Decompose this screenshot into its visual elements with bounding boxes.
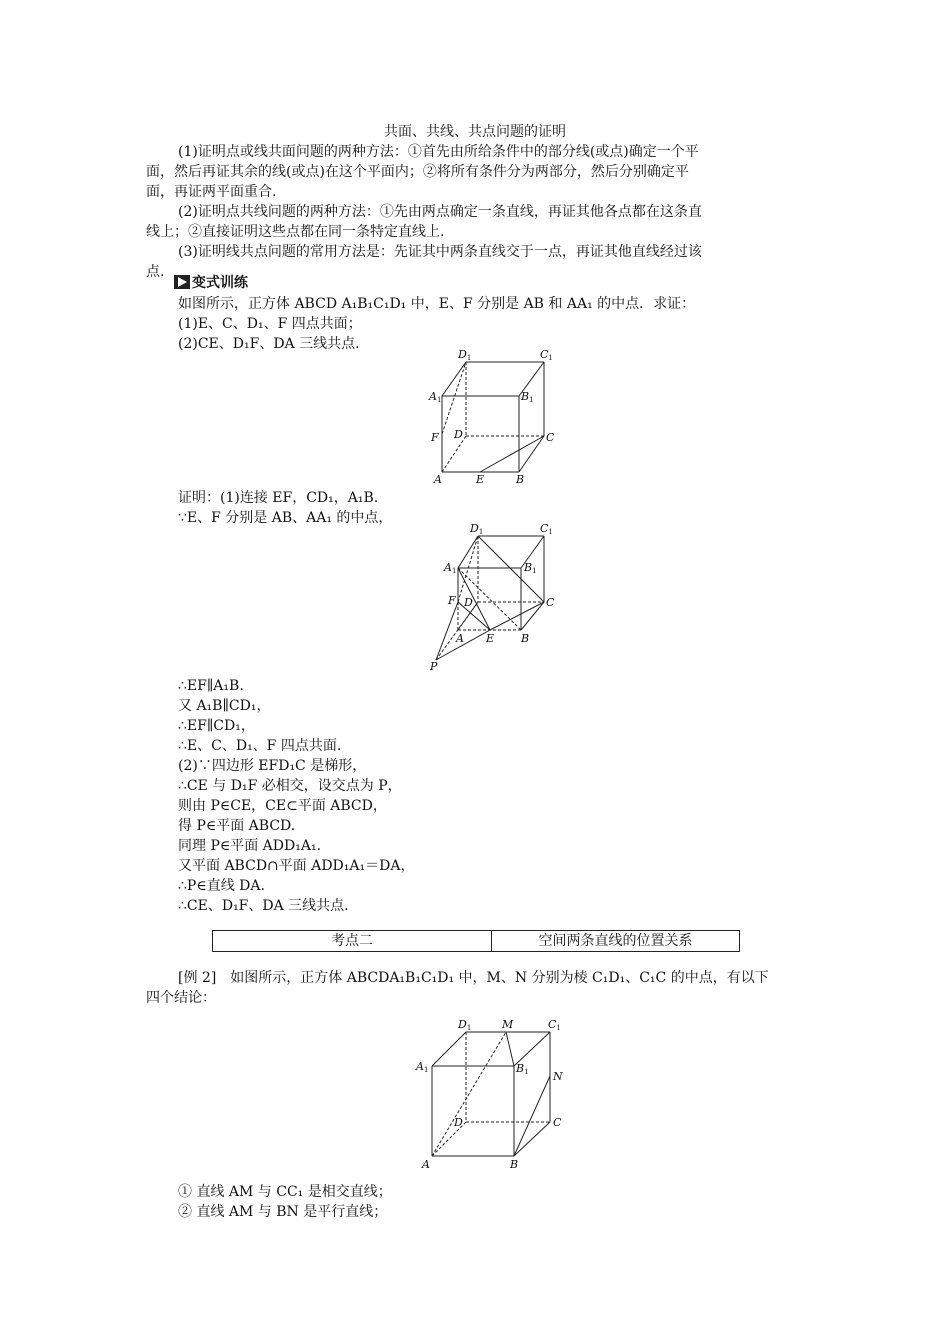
- label-N: N: [553, 1070, 563, 1083]
- method-line: 面，然后再证其余的线(或点)在这个平面内；②将所有条件分为两部分，然后分别确定平: [146, 164, 689, 180]
- proof-line: 又 A₁B∥CD₁，: [178, 698, 271, 714]
- method-line: 面，再证两平面重合.: [146, 184, 277, 200]
- exercise-line: 如图所示，正方体 ABCD A₁B₁C₁D₁ 中，E、F 分别是 AB 和 AA₁ 的中点．求证：: [178, 296, 696, 312]
- proof-line: 同理 P∈平面 ADD₁A₁.: [178, 838, 322, 854]
- label-B: B: [510, 1158, 519, 1171]
- kaodian-topic: 空间两条直线的位置关系: [538, 933, 693, 949]
- label-C: C: [553, 1116, 562, 1129]
- label-B1: B1: [516, 1062, 529, 1076]
- section-label: 变式训练: [192, 275, 248, 291]
- proof-line: ∴E、C、D₁、F 四点共面.: [178, 738, 342, 754]
- label-P: P: [430, 660, 438, 670]
- kaodian-table: [212, 930, 740, 952]
- proof-line: 得 P∈平面 ABCD.: [178, 818, 296, 834]
- section-header: [174, 273, 248, 293]
- method-line: 线上；②直接证明这些点都在同一条特定直线上.: [146, 224, 445, 240]
- proof-line: (2)∵四边形 EFD₁C 是梯形，: [178, 758, 367, 774]
- label-A1: A1: [416, 1060, 429, 1074]
- proof-line: ∴EF∥A₁B.: [178, 678, 244, 694]
- cube-figure-1: [420, 346, 580, 488]
- label-C1: C1: [548, 1018, 561, 1032]
- label-C: C: [546, 431, 555, 444]
- label-E: E: [486, 632, 495, 645]
- method-line: 点.: [146, 264, 165, 280]
- proof-line: ∴CE、D₁F、DA 三线共点.: [178, 898, 349, 914]
- proof-line: ∴P∈直线 DA.: [178, 878, 265, 894]
- proof-line: ∴EF∥CD₁，: [178, 718, 255, 734]
- kaodian-label: 考点二: [213, 931, 492, 951]
- label-E: E: [476, 473, 485, 486]
- play-triangle-icon: [174, 275, 190, 289]
- method-line: (3)证明线共点问题的常用方法是：先证其中两条直线交于一点，再证其他直线经过该: [178, 244, 702, 260]
- label-B1: B1: [524, 561, 537, 575]
- cube-figure-2: [420, 520, 580, 670]
- label-D: D: [454, 428, 463, 441]
- label-D1: D1: [458, 348, 472, 362]
- page-title: 共面、共线、共点问题的证明: [384, 124, 566, 140]
- method-line: (2)证明点共线问题的两种方法：①先由两点确定一条直线，再证其他各点都在这条直: [178, 204, 702, 220]
- label-F: F: [448, 594, 456, 607]
- proof-line: 证明：(1)连接 EF，CD₁，A₁B.: [178, 490, 379, 506]
- proof-line: 则由 P∈CE，CE⊂平面 ABCD，: [178, 798, 387, 814]
- label-D: D: [464, 596, 473, 609]
- proof-line: ∵E、F 分别是 AB、AA₁ 的中点，: [178, 510, 393, 526]
- proof-line: ∴CE 与 D₁F 必相交，设交点为 P，: [178, 778, 402, 794]
- proof-line: 又平面 ABCD∩平面 ADD₁A₁＝DA，: [178, 858, 415, 874]
- exercise-line: (1)E、C、D₁、F 四点共面；: [178, 316, 362, 332]
- label-M: M: [502, 1018, 514, 1031]
- label-A1: A1: [429, 390, 442, 404]
- label-D1: D1: [458, 1018, 472, 1032]
- example-line: 四个结论：: [146, 990, 216, 1006]
- label-C1: C1: [540, 522, 553, 536]
- example-line: [例 2] 如图所示，正方体 ABCDA₁B₁C₁D₁ 中，M、N 分别为棱 C₁D₁、C₁C 的中点，有以下: [178, 970, 769, 986]
- label-A1: A1: [444, 561, 457, 575]
- label-A: A: [456, 632, 464, 645]
- label-D1: D1: [470, 522, 484, 536]
- conclusion-line: ② 直线 AM 与 BN 是平行直线；: [178, 1204, 388, 1220]
- label-A: A: [434, 473, 442, 486]
- label-D: D: [454, 1116, 463, 1129]
- label-C: C: [546, 596, 555, 609]
- label-B: B: [516, 473, 525, 486]
- exercise-line: (2)CE、D₁F、DA 三线共点.: [178, 336, 360, 352]
- label-C1: C1: [540, 348, 553, 362]
- conclusion-line: ① 直线 AM 与 CC₁ 是相交直线；: [178, 1184, 392, 1200]
- cube-figure-3: [410, 1016, 580, 1174]
- label-A: A: [422, 1158, 430, 1171]
- label-F: F: [431, 431, 439, 444]
- label-B: B: [521, 632, 530, 645]
- method-line: (1)证明点或线共面问题的两种方法：①首先由所给条件中的部分线(或点)确定一个平: [178, 144, 699, 160]
- label-B1: B1: [521, 390, 534, 404]
